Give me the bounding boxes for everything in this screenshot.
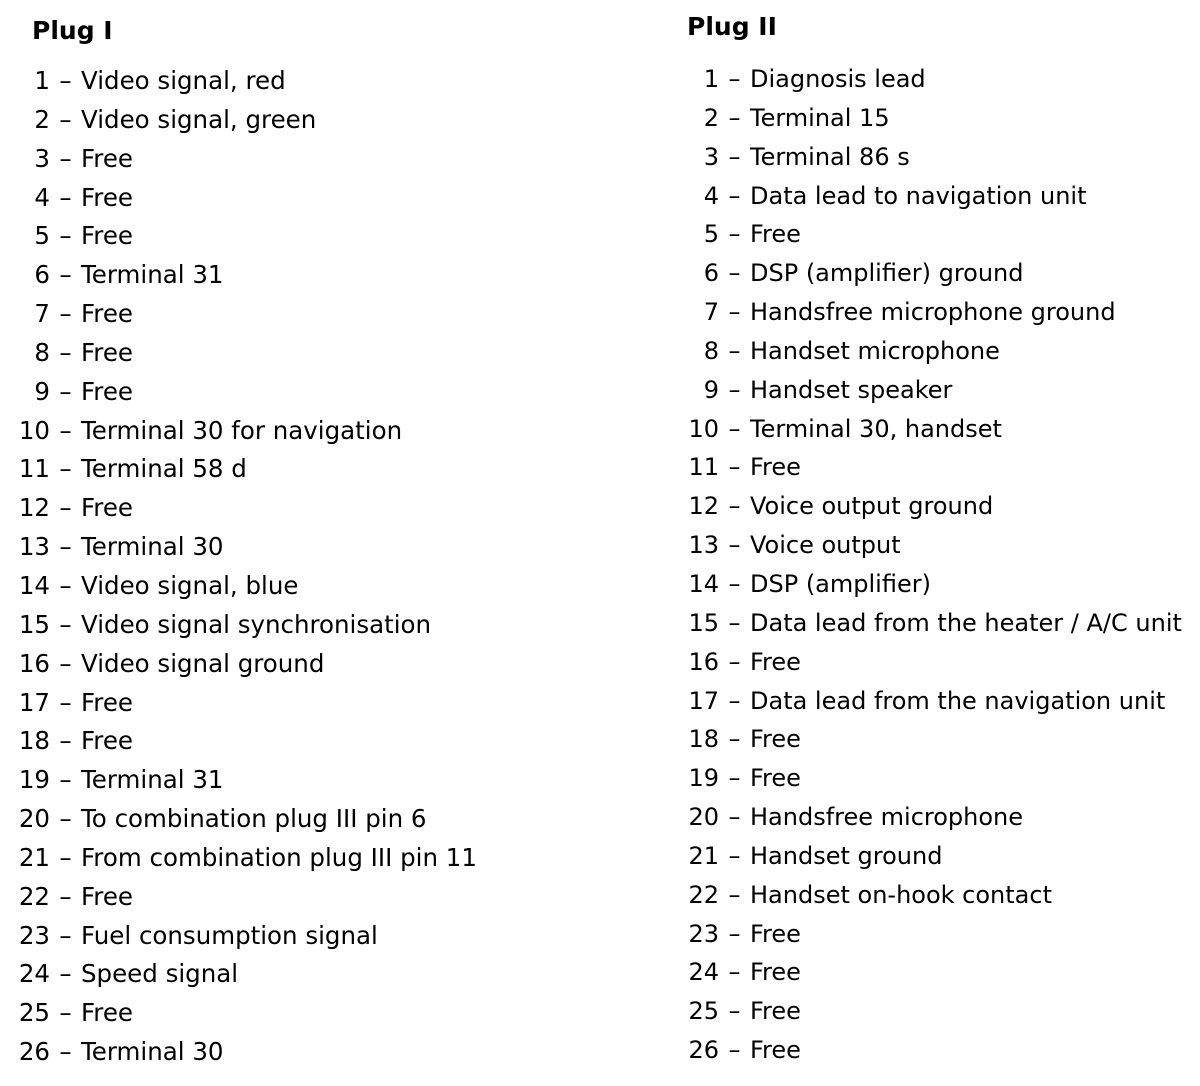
pin-separator: –: [728, 919, 741, 948]
pin-description: Free: [81, 337, 133, 367]
pin-description: Free: [750, 647, 801, 676]
pin-number: 26: [18, 1037, 50, 1067]
pin-separator: –: [59, 532, 72, 562]
pin-description: To combination plug III pin 6: [81, 804, 427, 834]
pin-description: Free: [750, 453, 801, 482]
pin-description: DSP (amplifier): [750, 569, 931, 598]
pin-number: 22: [18, 881, 50, 911]
pin-number: 17: [688, 686, 719, 715]
pin-description: Handset ground: [750, 841, 943, 870]
pin-separator: –: [728, 1036, 741, 1065]
pin-description: Terminal 30: [81, 1037, 224, 1067]
pin-row: [0, 723, 477, 762]
pin-description: Handsfree microphone ground: [750, 298, 1116, 327]
pin-row: [668, 760, 1182, 799]
pin-row: [668, 411, 1182, 450]
pin-separator: –: [59, 648, 72, 678]
pin-separator: –: [728, 958, 741, 987]
pin-row: [0, 335, 477, 374]
pin-description: Free: [81, 998, 133, 1028]
pin-description: Free: [750, 725, 801, 754]
pin-description: Free: [81, 299, 133, 329]
pin-separator: –: [728, 569, 741, 598]
pin-separator: –: [59, 959, 72, 989]
pin-separator: –: [728, 298, 741, 327]
pin-number: 6: [703, 259, 719, 288]
pin-number: 9: [34, 376, 50, 406]
pin-separator: –: [728, 103, 741, 132]
pin-row: [0, 451, 477, 490]
pin-row: [0, 374, 477, 413]
pin-separator: –: [59, 493, 72, 523]
pin-description: DSP (amplifier) ground: [750, 259, 1024, 288]
pin-row: [0, 413, 477, 452]
pin-description: Video signal ground: [81, 648, 325, 678]
pin-description: Voice output ground: [750, 492, 994, 521]
pin-row: [668, 721, 1182, 760]
pin-description: Terminal 15: [750, 103, 890, 132]
pin-row: [0, 685, 477, 724]
pin-separator: –: [59, 182, 72, 212]
pin-number: 19: [688, 764, 719, 793]
pin-row: [0, 257, 477, 296]
pin-number: 21: [688, 841, 719, 870]
pin-row: [668, 1032, 1182, 1071]
pin-description: Handset speaker: [750, 375, 953, 404]
pin-separator: –: [59, 299, 72, 329]
pin-description: Free: [81, 376, 133, 406]
pin-number: 12: [18, 493, 50, 523]
pin-description: Free: [750, 919, 801, 948]
pin-description: Terminal 58 d: [81, 454, 247, 484]
pin-number: 23: [688, 919, 719, 948]
pin-description: Data lead to navigation unit: [750, 181, 1087, 210]
plug-1-title: Plug I: [32, 16, 113, 45]
pin-row: [0, 218, 477, 257]
pin-separator: –: [59, 415, 72, 445]
pin-row: [668, 644, 1182, 683]
pin-number: 16: [18, 648, 50, 678]
pin-separator: –: [59, 376, 72, 406]
pin-separator: –: [728, 841, 741, 870]
pin-separator: –: [728, 647, 741, 676]
pin-row: [0, 840, 477, 879]
pin-row: [668, 255, 1182, 294]
pin-description: Handset microphone: [750, 336, 1000, 365]
pin-row: [668, 372, 1182, 411]
pin-separator: –: [728, 531, 741, 560]
pin-row: [668, 605, 1182, 644]
pin-description: Free: [750, 997, 801, 1026]
pin-description: Free: [750, 764, 801, 793]
pin-number: 7: [703, 298, 719, 327]
pin-number: 8: [703, 336, 719, 365]
pin-separator: –: [728, 336, 741, 365]
pin-number: 9: [703, 375, 719, 404]
pin-number: 10: [688, 414, 719, 443]
pin-description: Video signal synchronisation: [81, 609, 432, 639]
pin-description: Free: [750, 958, 801, 987]
pin-row: [668, 61, 1182, 100]
pin-number: 1: [34, 66, 50, 95]
pin-number: 2: [703, 103, 719, 132]
pin-number: 23: [18, 920, 50, 950]
pin-separator: –: [728, 880, 741, 909]
pin-description: Terminal 30 for navigation: [81, 415, 403, 445]
pin-description: Terminal 30: [81, 532, 224, 562]
pin-row: [0, 490, 477, 529]
pin-number: 18: [688, 725, 719, 754]
pin-number: 18: [18, 726, 50, 756]
pin-row: [0, 296, 477, 335]
pin-separator: –: [59, 570, 72, 600]
pin-description: Diagnosis lead: [750, 65, 926, 93]
pin-row: [0, 180, 477, 219]
pin-number: 8: [34, 337, 50, 367]
pin-row: [0, 568, 477, 607]
pin-separator: –: [728, 453, 741, 482]
pin-number: 14: [688, 569, 719, 598]
pin-separator: –: [59, 454, 72, 484]
pin-number: 22: [688, 880, 719, 909]
pin-row: [0, 102, 477, 141]
pin-separator: –: [59, 842, 72, 872]
pin-number: 12: [688, 492, 719, 521]
pin-description: Free: [81, 881, 133, 911]
pin-row: [668, 333, 1182, 372]
pin-separator: –: [59, 337, 72, 367]
pin-number: 25: [18, 998, 50, 1028]
pin-row: [668, 100, 1182, 139]
pin-separator: –: [728, 803, 741, 832]
pin-separator: –: [728, 181, 741, 210]
pin-separator: –: [59, 609, 72, 639]
pin-description: Free: [81, 726, 133, 756]
pin-description: Video signal, green: [81, 104, 317, 134]
pin-number: 15: [688, 608, 719, 637]
pin-row: [668, 954, 1182, 993]
pin-separator: –: [59, 765, 72, 795]
pin-separator: –: [728, 764, 741, 793]
pin-separator: –: [59, 104, 72, 134]
pin-separator: –: [728, 220, 741, 249]
pin-number: 19: [18, 765, 50, 795]
pin-description: Terminal 31: [81, 765, 224, 795]
pin-number: 13: [18, 532, 50, 562]
pin-row: [0, 762, 477, 801]
pin-row: [668, 216, 1182, 255]
pin-separator: –: [59, 881, 72, 911]
pin-row: [668, 139, 1182, 178]
pin-description: Data lead from the heater / A/C unit: [750, 608, 1182, 637]
pin-row: [0, 63, 477, 102]
pin-row: [0, 141, 477, 180]
pin-row: [668, 294, 1182, 333]
pin-number: 17: [18, 687, 50, 717]
pin-number: 24: [18, 959, 50, 989]
pin-separator: –: [728, 686, 741, 715]
pin-separator: –: [59, 920, 72, 950]
pin-description: Fuel consumption signal: [81, 920, 378, 950]
pin-row: [668, 799, 1182, 838]
pin-row: [668, 488, 1182, 527]
pin-number: 4: [703, 181, 719, 210]
pin-number: 3: [703, 142, 719, 171]
pin-description: Speed signal: [81, 959, 239, 989]
pin-number: 11: [688, 453, 719, 482]
pin-description: Free: [750, 220, 801, 249]
pin-separator: –: [728, 608, 741, 637]
pin-row: [0, 646, 477, 685]
pin-row: [0, 1034, 477, 1073]
pin-separator: –: [59, 998, 72, 1028]
pin-number: 24: [688, 958, 719, 987]
pin-description: Handset on-hook contact: [750, 880, 1052, 909]
pin-description: Free: [81, 221, 133, 251]
pin-row: [0, 801, 477, 840]
plug-1-pin-list: [0, 63, 477, 1073]
pin-number: 20: [688, 803, 719, 832]
pin-row: [668, 178, 1182, 217]
pin-number: 21: [18, 842, 50, 872]
pin-number: 20: [18, 804, 50, 834]
pin-separator: –: [59, 804, 72, 834]
pin-separator: –: [59, 687, 72, 717]
plug-2-title: Plug II: [687, 12, 777, 41]
pin-row: [668, 683, 1182, 722]
pin-row: [0, 529, 477, 568]
pin-separator: –: [728, 142, 741, 171]
pin-separator: –: [59, 66, 72, 95]
pin-number: 5: [703, 220, 719, 249]
pin-description: Terminal 30, handset: [750, 414, 1002, 443]
pin-description: Free: [81, 143, 133, 173]
pin-number: 2: [34, 104, 50, 134]
pin-number: 7: [34, 299, 50, 329]
pin-number: 15: [18, 609, 50, 639]
pin-separator: –: [59, 726, 72, 756]
pin-row: [668, 566, 1182, 605]
pin-separator: –: [728, 492, 741, 521]
pin-separator: –: [59, 143, 72, 173]
pin-row: [0, 995, 477, 1034]
pin-row: [668, 877, 1182, 916]
pin-number: 11: [18, 454, 50, 484]
pin-description: Handsfree microphone: [750, 803, 1024, 832]
pin-description: Free: [81, 493, 133, 523]
pin-number: 16: [688, 647, 719, 676]
pin-separator: –: [728, 414, 741, 443]
pin-row: [0, 879, 477, 918]
pin-row: [0, 918, 477, 957]
pin-separator: –: [59, 260, 72, 290]
pin-number: 3: [34, 143, 50, 173]
pin-description: From combination plug III pin 11: [81, 842, 477, 872]
pin-number: 6: [34, 260, 50, 290]
pin-number: 1: [703, 65, 719, 93]
pin-description: Voice output: [750, 531, 901, 560]
pin-row: [668, 527, 1182, 566]
pin-description: Terminal 31: [81, 260, 224, 290]
pin-number: 4: [34, 182, 50, 212]
pin-row: [668, 916, 1182, 955]
pin-separator: –: [728, 375, 741, 404]
pin-row: [0, 607, 477, 646]
pin-description: Free: [750, 1036, 801, 1065]
pin-number: 14: [18, 570, 50, 600]
pin-description: Terminal 86 s: [750, 142, 910, 171]
pin-number: 13: [688, 531, 719, 560]
pin-description: Free: [81, 687, 133, 717]
pin-number: 5: [34, 221, 50, 251]
pin-number: 25: [688, 997, 719, 1026]
pin-separator: –: [59, 221, 72, 251]
pin-number: 26: [688, 1036, 719, 1065]
pin-separator: –: [728, 725, 741, 754]
plug-2-pin-list: [668, 61, 1182, 1071]
pin-separator: –: [728, 997, 741, 1026]
pin-number: 10: [18, 415, 50, 445]
pin-row: [668, 838, 1182, 877]
pin-description: Video signal, red: [81, 66, 286, 95]
pin-row: [668, 993, 1182, 1032]
pin-separator: –: [59, 1037, 72, 1067]
pin-row: [668, 449, 1182, 488]
pin-separator: –: [728, 65, 741, 93]
pin-description: Video signal, blue: [81, 570, 299, 600]
pin-separator: –: [728, 259, 741, 288]
pin-row: [0, 956, 477, 995]
pin-description: Data lead from the navigation unit: [750, 686, 1166, 715]
pin-description: Free: [81, 182, 133, 212]
